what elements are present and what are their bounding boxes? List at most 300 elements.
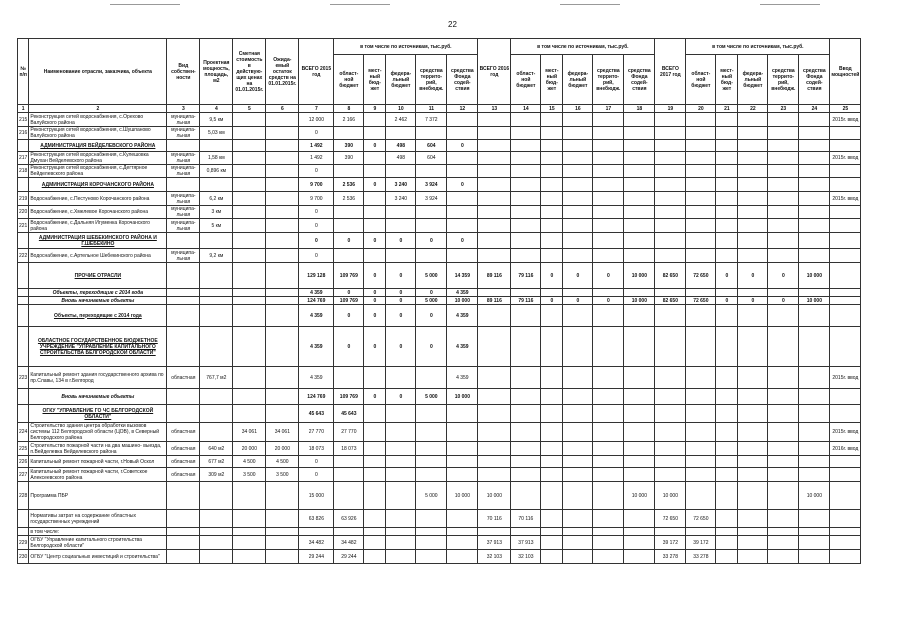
value-cell <box>233 389 266 405</box>
value-cell <box>511 249 541 263</box>
value-cell <box>334 482 364 510</box>
value-cell <box>266 233 299 249</box>
value-cell <box>799 305 830 327</box>
row-name-cell: Программа ПБР <box>29 482 167 510</box>
row-name-cell: Объекты, переходящие с 2014 года <box>29 289 167 297</box>
col-header-source-federal: федера- льный бюджет <box>563 55 593 105</box>
value-cell <box>416 423 447 442</box>
value-cell: 0 <box>416 305 447 327</box>
value-cell: 0 <box>563 263 593 289</box>
value-cell: 0 <box>364 263 386 289</box>
row-number-cell: 227 <box>18 468 29 482</box>
value-cell <box>716 468 738 482</box>
ownership-cell: муниципа- льная <box>167 249 200 263</box>
capacity-cell: 0,896 км <box>200 165 233 178</box>
row-number-cell: 222 <box>18 249 29 263</box>
ownership-cell <box>167 482 200 510</box>
value-cell: 129 128 <box>299 263 334 289</box>
row-number-cell: 219 <box>18 192 29 206</box>
value-cell <box>416 405 447 423</box>
value-cell <box>593 528 624 536</box>
value-cell <box>686 289 716 297</box>
value-cell <box>716 233 738 249</box>
value-cell <box>716 482 738 510</box>
value-cell <box>716 423 738 442</box>
capacity-cell <box>200 305 233 327</box>
row-name-cell: Строительство пожарной части на два машино- выезда, п.Вейделевка Вейделевского района <box>29 442 167 456</box>
value-cell <box>686 367 716 389</box>
value-cell <box>655 206 686 219</box>
value-cell: 10 000 <box>447 297 478 305</box>
capacity-cell <box>200 510 233 528</box>
value-cell <box>624 405 655 423</box>
value-cell <box>738 289 768 297</box>
value-cell <box>768 405 799 423</box>
value-cell: 12 000 <box>299 113 334 127</box>
value-cell <box>541 249 563 263</box>
value-cell <box>478 127 511 140</box>
value-cell <box>655 152 686 165</box>
row-number-cell: 226 <box>18 456 29 468</box>
value-cell <box>478 178 511 192</box>
value-cell: 0 <box>364 305 386 327</box>
row-number-cell <box>18 510 29 528</box>
value-cell <box>799 536 830 550</box>
value-cell <box>541 528 563 536</box>
value-cell <box>716 305 738 327</box>
ownership-cell: областная <box>167 367 200 389</box>
value-cell <box>541 178 563 192</box>
row-number-cell <box>18 297 29 305</box>
value-cell <box>768 536 799 550</box>
value-cell: 45 643 <box>299 405 334 423</box>
value-cell <box>416 165 447 178</box>
value-cell <box>364 113 386 127</box>
value-cell <box>364 468 386 482</box>
value-cell: 0 <box>738 263 768 289</box>
row-name-cell: Водоснабжение, с.Дальняя Игуменка Корочанского района <box>29 219 167 233</box>
value-cell <box>768 423 799 442</box>
value-cell: 14 359 <box>447 263 478 289</box>
value-cell <box>386 206 416 219</box>
value-cell: 72 650 <box>686 263 716 289</box>
row-number-cell: 216 <box>18 127 29 140</box>
value-cell <box>716 389 738 405</box>
value-cell: 0 <box>364 140 386 152</box>
capacity-cell: 640 м2 <box>200 442 233 456</box>
commission-cell <box>830 263 861 289</box>
row-number-cell <box>18 140 29 152</box>
value-cell <box>686 219 716 233</box>
table-row <box>18 550 861 564</box>
value-cell <box>233 482 266 510</box>
value-cell <box>541 468 563 482</box>
value-cell <box>364 206 386 219</box>
value-cell <box>716 192 738 206</box>
commission-cell <box>830 510 861 528</box>
value-cell <box>447 192 478 206</box>
value-cell: 3 500 <box>266 468 299 482</box>
value-cell <box>478 442 511 456</box>
value-cell <box>686 327 716 367</box>
value-cell <box>334 468 364 482</box>
capacity-cell: 309 м2 <box>200 468 233 482</box>
value-cell <box>447 536 478 550</box>
col-header-total-2016: ВСЕГО 2016 год <box>478 39 511 105</box>
row-number-cell <box>18 263 29 289</box>
value-cell <box>799 528 830 536</box>
value-cell <box>233 297 266 305</box>
value-cell <box>563 113 593 127</box>
value-cell <box>686 389 716 405</box>
table-row <box>18 113 861 127</box>
column-number: 21 <box>716 105 738 113</box>
column-number: 10 <box>386 105 416 113</box>
value-cell <box>266 536 299 550</box>
ownership-cell <box>167 405 200 423</box>
value-cell <box>541 536 563 550</box>
value-cell <box>563 249 593 263</box>
row-number-cell: 223 <box>18 367 29 389</box>
row-name-cell: Реконструкция сетей водоснабжения, с.Шушпаново Валуйского района <box>29 127 167 140</box>
value-cell <box>386 468 416 482</box>
value-cell <box>624 423 655 442</box>
value-cell <box>386 249 416 263</box>
col-header-total-2015: ВСЕГО 2015 год <box>299 39 334 105</box>
value-cell <box>624 468 655 482</box>
column-number: 14 <box>511 105 541 113</box>
value-cell <box>386 442 416 456</box>
crop-mark <box>110 4 180 5</box>
column-number: 1 <box>18 105 29 113</box>
value-cell: 89 116 <box>478 263 511 289</box>
value-cell <box>768 249 799 263</box>
value-cell <box>386 550 416 564</box>
row-number-cell <box>18 327 29 367</box>
value-cell: 0 <box>386 327 416 367</box>
value-cell: 4 359 <box>299 367 334 389</box>
value-cell <box>478 140 511 152</box>
value-cell: 0 <box>593 263 624 289</box>
value-cell: 604 <box>416 152 447 165</box>
value-cell <box>655 423 686 442</box>
capacity-cell <box>200 550 233 564</box>
value-cell: 10 000 <box>799 297 830 305</box>
value-cell <box>334 165 364 178</box>
value-cell <box>233 165 266 178</box>
value-cell: 33 278 <box>655 550 686 564</box>
column-number: 3 <box>167 105 200 113</box>
value-cell: 390 <box>334 152 364 165</box>
value-cell <box>511 305 541 327</box>
value-cell <box>266 297 299 305</box>
value-cell <box>655 127 686 140</box>
value-cell <box>447 468 478 482</box>
value-cell <box>593 233 624 249</box>
commission-cell <box>830 249 861 263</box>
capacity-cell: 767,7 м2 <box>200 367 233 389</box>
value-cell <box>233 178 266 192</box>
value-cell <box>511 140 541 152</box>
value-cell <box>593 206 624 219</box>
value-cell <box>716 113 738 127</box>
value-cell: 82 650 <box>655 297 686 305</box>
capacity-cell: 677 м2 <box>200 456 233 468</box>
value-cell <box>233 528 266 536</box>
value-cell <box>593 113 624 127</box>
value-cell <box>624 206 655 219</box>
value-cell <box>334 127 364 140</box>
value-cell: 0 <box>447 178 478 192</box>
value-cell: 27 770 <box>334 423 364 442</box>
value-cell <box>266 140 299 152</box>
value-cell <box>655 178 686 192</box>
value-cell <box>416 249 447 263</box>
table-row <box>18 468 861 482</box>
ownership-cell: муниципа- льная <box>167 165 200 178</box>
value-cell <box>563 327 593 367</box>
value-cell <box>511 127 541 140</box>
commission-cell: 2015г. ввод <box>830 192 861 206</box>
value-cell: 72 650 <box>655 510 686 528</box>
commission-cell <box>830 389 861 405</box>
value-cell: 0 <box>299 206 334 219</box>
value-cell: 109 769 <box>334 297 364 305</box>
value-cell <box>624 165 655 178</box>
row-number-cell <box>18 389 29 405</box>
section-row <box>18 140 861 152</box>
col-header-sources-2016: в том числе по источникам, тыс.руб. <box>511 39 655 55</box>
value-cell <box>655 165 686 178</box>
value-cell <box>478 233 511 249</box>
value-cell <box>624 140 655 152</box>
value-cell <box>738 482 768 510</box>
value-cell <box>266 192 299 206</box>
value-cell <box>738 550 768 564</box>
value-cell <box>266 550 299 564</box>
value-cell: 34 061 <box>266 423 299 442</box>
ownership-cell: областная <box>167 456 200 468</box>
value-cell <box>768 233 799 249</box>
value-cell <box>416 468 447 482</box>
value-cell: 0 <box>768 297 799 305</box>
value-cell <box>799 289 830 297</box>
value-cell: 70 116 <box>478 510 511 528</box>
commission-cell: 2015г. ввод <box>830 423 861 442</box>
value-cell <box>738 165 768 178</box>
value-cell <box>768 468 799 482</box>
value-cell: 0 <box>386 297 416 305</box>
column-number: 6 <box>266 105 299 113</box>
value-cell <box>511 423 541 442</box>
value-cell <box>364 423 386 442</box>
value-cell <box>478 389 511 405</box>
value-cell <box>541 233 563 249</box>
capacity-cell <box>200 528 233 536</box>
row-name-cell: Строительство здания центра обработки вызовов системы 112 Белгородской области (ЦОВ), в Северный Белгородского района <box>29 423 167 442</box>
column-number: 4 <box>200 105 233 113</box>
value-cell: 3 924 <box>416 178 447 192</box>
value-cell <box>541 482 563 510</box>
table-row <box>18 367 861 389</box>
value-cell <box>686 442 716 456</box>
value-cell <box>716 405 738 423</box>
value-cell <box>541 327 563 367</box>
value-cell <box>686 528 716 536</box>
value-cell <box>233 249 266 263</box>
value-cell: 498 <box>386 140 416 152</box>
value-cell: 0 <box>364 233 386 249</box>
capacity-cell <box>200 482 233 510</box>
value-cell <box>768 482 799 510</box>
value-cell <box>563 127 593 140</box>
column-number: 15 <box>541 105 563 113</box>
value-cell <box>478 405 511 423</box>
value-cell <box>655 140 686 152</box>
value-cell <box>563 423 593 442</box>
value-cell: 2 166 <box>334 113 364 127</box>
value-cell <box>716 289 738 297</box>
table-row <box>18 442 861 456</box>
table-row <box>18 456 861 468</box>
value-cell: 0 <box>416 233 447 249</box>
value-cell <box>593 423 624 442</box>
column-number: 23 <box>768 105 799 113</box>
value-cell: 10 000 <box>799 482 830 510</box>
value-cell: 10 000 <box>624 297 655 305</box>
col-header-name: Наименование отрасли, заказчика, объекта <box>29 39 167 105</box>
value-cell <box>563 140 593 152</box>
value-cell: 2 536 <box>334 178 364 192</box>
value-cell <box>716 219 738 233</box>
row-number-cell: 228 <box>18 482 29 510</box>
value-cell <box>541 127 563 140</box>
value-cell <box>655 113 686 127</box>
row-name-cell: ОГБУ "Управление капитального строительства Белгородской области" <box>29 536 167 550</box>
value-cell <box>768 140 799 152</box>
value-cell <box>768 389 799 405</box>
value-cell: 89 116 <box>478 297 511 305</box>
value-cell: 10 000 <box>655 482 686 510</box>
capacity-cell: 9,2 км <box>200 249 233 263</box>
value-cell: 498 <box>386 152 416 165</box>
value-cell <box>233 305 266 327</box>
value-cell <box>768 178 799 192</box>
col-header-source-local: мест- ный бюд- жет <box>364 55 386 105</box>
value-cell <box>768 206 799 219</box>
value-cell <box>541 550 563 564</box>
value-cell <box>563 152 593 165</box>
capacity-cell: 5,03 км <box>200 127 233 140</box>
value-cell <box>416 550 447 564</box>
row-number-cell <box>18 405 29 423</box>
value-cell <box>266 305 299 327</box>
value-cell: 0 <box>299 219 334 233</box>
value-cell: 2 462 <box>386 113 416 127</box>
value-cell <box>593 127 624 140</box>
col-header-estimate: Сметная стоимость в действую- щих ценах на 01.01.2015г. <box>233 39 266 105</box>
value-cell <box>233 367 266 389</box>
value-cell <box>563 536 593 550</box>
commission-cell <box>830 305 861 327</box>
value-cell <box>655 305 686 327</box>
value-cell <box>478 289 511 297</box>
value-cell <box>738 178 768 192</box>
ownership-cell: областная <box>167 423 200 442</box>
capacity-cell <box>200 297 233 305</box>
value-cell <box>738 192 768 206</box>
value-cell <box>511 192 541 206</box>
value-cell <box>266 327 299 367</box>
value-cell <box>266 152 299 165</box>
row-number-cell <box>18 528 29 536</box>
value-cell <box>266 482 299 510</box>
value-cell: 63 926 <box>334 510 364 528</box>
capacity-cell <box>200 140 233 152</box>
row-number-cell: 220 <box>18 206 29 219</box>
value-cell <box>541 405 563 423</box>
value-cell: 4 359 <box>447 289 478 297</box>
value-cell <box>478 165 511 178</box>
table-row <box>18 219 861 233</box>
capacity-cell: 1,58 км <box>200 152 233 165</box>
value-cell <box>364 550 386 564</box>
value-cell <box>478 219 511 233</box>
value-cell <box>738 468 768 482</box>
row-number-cell: 218 <box>18 165 29 178</box>
value-cell <box>266 405 299 423</box>
value-cell: 79 116 <box>511 263 541 289</box>
value-cell: 15 000 <box>299 482 334 510</box>
value-cell <box>266 289 299 297</box>
capacity-cell <box>200 536 233 550</box>
column-number: 12 <box>447 105 478 113</box>
value-cell: 0 <box>299 233 334 249</box>
row-name-cell: ОБЛАСТНОЕ ГОСУДАРСТВЕННОЕ БЮДЖЕТНОЕ УЧРЕЖДЕНИЕ "УПРАВЛЕНИЕ КАПИТАЛЬНОГО СТРОИТЕЛЬСТВА БЕЛГОРОДСКОЙ ОБЛАСТИ" <box>29 327 167 367</box>
value-cell <box>233 327 266 367</box>
col-header-capacity: Проектная мощность, площадь, м2 <box>200 39 233 105</box>
commission-cell <box>830 165 861 178</box>
value-cell: 18 073 <box>334 442 364 456</box>
value-cell: 0 <box>299 468 334 482</box>
value-cell <box>738 233 768 249</box>
commission-cell: 2015г. ввод <box>830 113 861 127</box>
value-cell <box>334 249 364 263</box>
ownership-cell <box>167 263 200 289</box>
value-cell: 10 000 <box>447 482 478 510</box>
value-cell <box>334 219 364 233</box>
value-cell: 124 769 <box>299 297 334 305</box>
table-row <box>18 423 861 442</box>
budget-table <box>17 38 861 564</box>
value-cell <box>416 510 447 528</box>
commission-cell <box>830 289 861 297</box>
value-cell <box>563 165 593 178</box>
value-cell <box>266 528 299 536</box>
capacity-cell <box>200 263 233 289</box>
value-cell <box>266 249 299 263</box>
value-cell <box>655 389 686 405</box>
value-cell <box>716 536 738 550</box>
table-row <box>18 289 861 297</box>
value-cell <box>799 152 830 165</box>
value-cell: 0 <box>364 327 386 367</box>
ownership-cell <box>167 536 200 550</box>
value-cell: 3 240 <box>386 192 416 206</box>
value-cell <box>447 405 478 423</box>
value-cell <box>447 206 478 219</box>
value-cell <box>511 113 541 127</box>
